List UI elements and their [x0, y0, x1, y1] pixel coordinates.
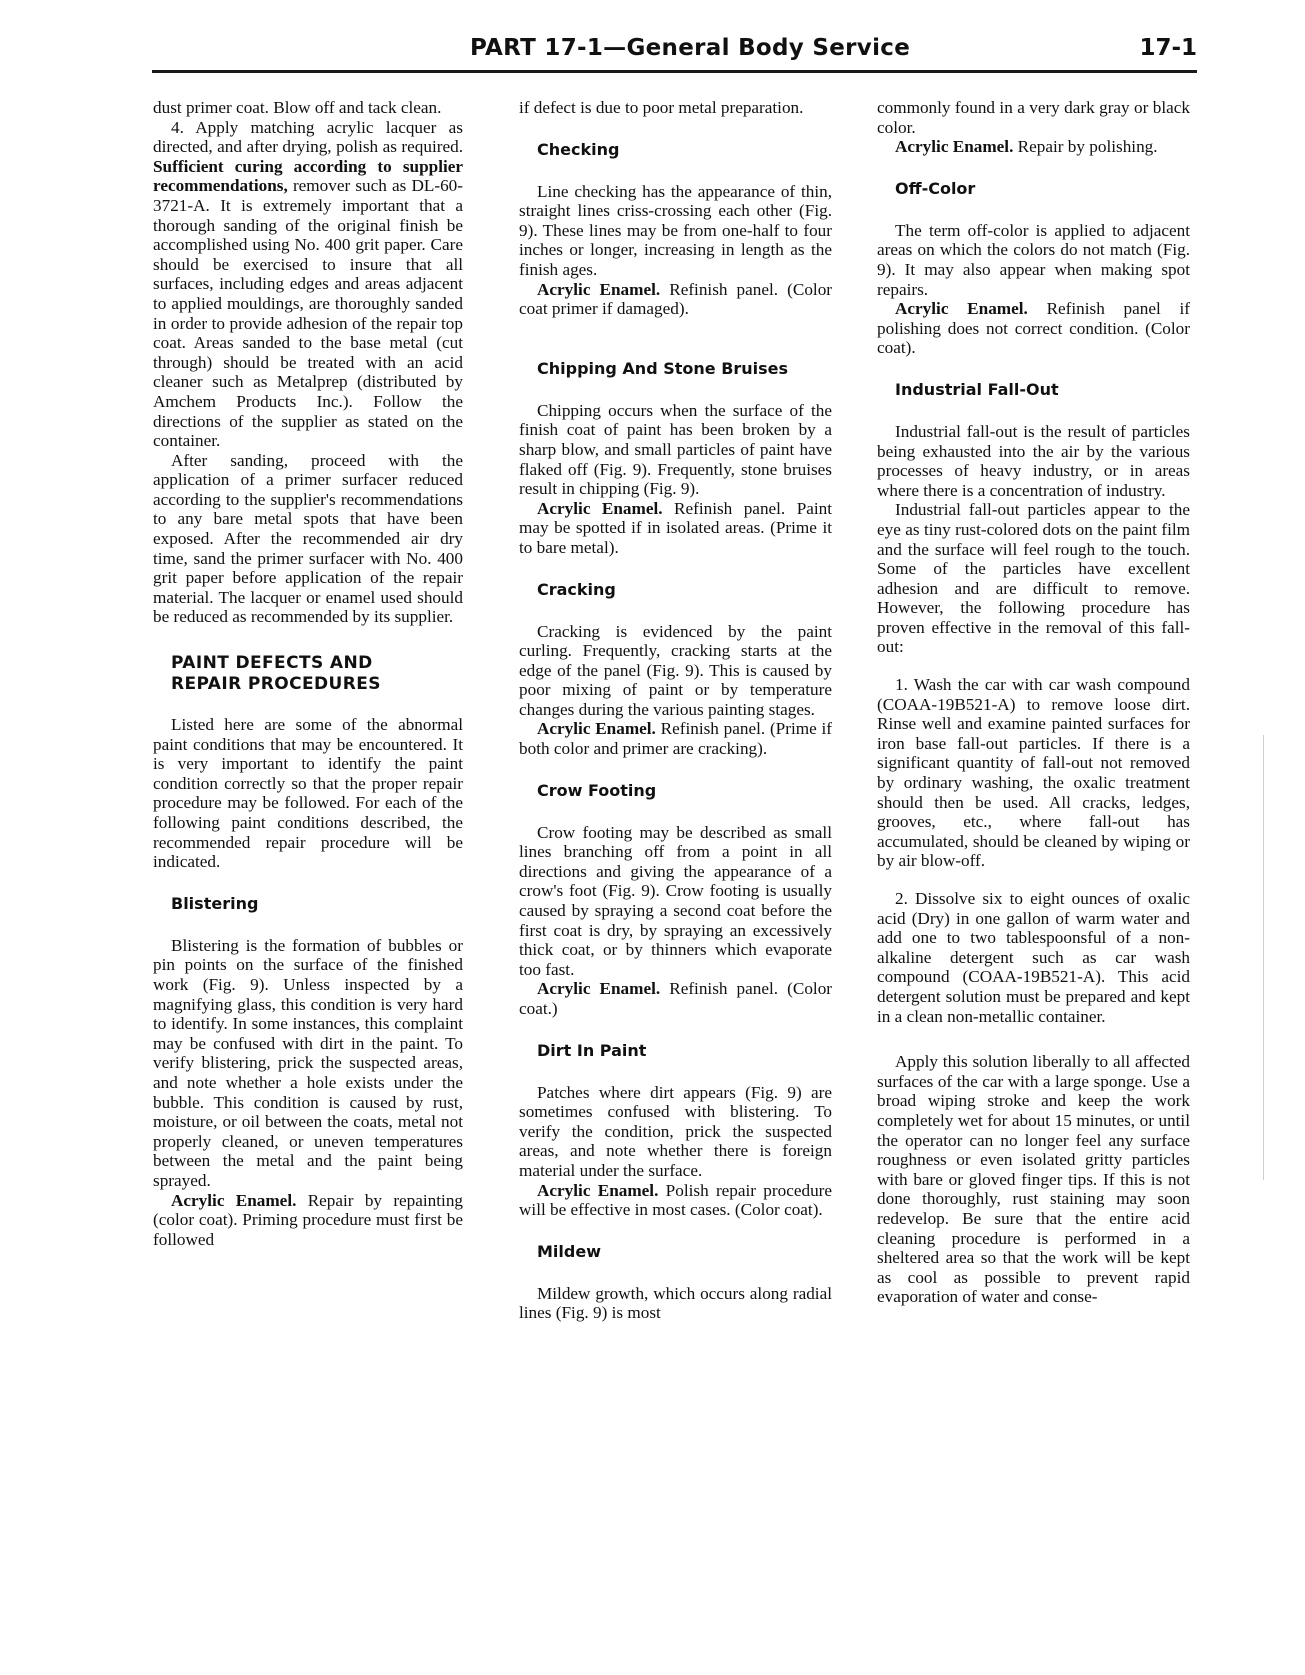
section-heading-paint-defects	[171, 653, 463, 695]
paragraph: Blistering is the formation of bubbles or pin points on the surface of the finished work (Fig. 9). Unless inspected by a magnifying glass, this condition is very hard to identify. In some instances, this complaint may be confused with dirt in the paint. To verify blistering, prick the suspected areas, and note whether a hole exists under the bubble. This condition is caused by rust, moisture, or oil between the coats, metal not properly cleaned, or uneven temperatures between the metal and the paint being sprayed.	[153, 935, 463, 1190]
subheading-mildew: Mildew	[537, 1241, 601, 1261]
paragraph-step-4	[153, 118, 463, 451]
repair-note	[519, 280, 832, 319]
paragraph: commonly found in a very dark gray or black color.	[877, 98, 1190, 137]
repair-text: Repair by repainting (color coat). Priming procedure must first be followed	[153, 1190, 464, 1249]
repair-label: Acrylic Enamel.	[171, 1190, 297, 1210]
paragraph: if defect is due to poor metal preparation.	[519, 98, 804, 117]
page-number: 17-1	[1139, 35, 1197, 61]
paragraph-text: remover such as DL-60-3721-A. It is extremely important that a thorough sanding of the original finish be accomplished using No. 400 grit paper. Care should be exercised to insure that all surfaces, including edges and areas adjacent to applied mouldings, are thoroughly sanded in order to provide adhesion of the repair top coat. Areas sanded to the base metal (cut through) should be treated with an acid cleaner such as Metalprep (distributed by Amchem Products Inc.). Follow the directions of the supplier as stated on the container.	[153, 176, 463, 451]
subheading-cracking: Cracking	[537, 579, 616, 599]
subheading-blistering: Blistering	[171, 893, 259, 913]
paragraph-step-1: 1. Wash the car with car wash compound (COAA-19B521-A) to remove loose dirt. Rinse well and examine painted surfaces for iron base fall-out particles. If there is a significant quantity of fall-out not removed by ordinary washing, the oxalic treatment should then be used. All cracks, ledges, grooves, etc., where fall-out has accumulated, should be cleaned by wiping or by air blow-off.	[877, 675, 1190, 871]
paragraph: Apply this solution liberally to all affected surfaces of the car with a large sponge. Use a broad wiping stroke and keep the work completely wet for about 15 minutes, or until the operator can no longer feel any surface roughness or even isolated gritty particles with bare or gloved finger tips. If this is not done thoroughly, rust staining may soon redevelop. Be sure that the entire acid cleaning procedure is performed in a sheltered area so that the work will be kept as cool as possible to prevent rapid evaporation of water and conse-	[877, 1052, 1190, 1307]
repair-text: Polish repair procedure will be effective in most cases. (Color coat).	[519, 1180, 833, 1220]
repair-note	[877, 137, 1190, 157]
repair-text: Repair by polishing.	[1017, 137, 1158, 157]
column-1	[153, 98, 463, 1249]
subheading-industrial-fall-out: Industrial Fall-Out	[895, 379, 1059, 399]
subheading-checking: Checking	[537, 139, 620, 159]
paragraph: Listed here are some of the abnormal paint conditions that may be encountered. It is very important to identify the paint condition correctly so that the proper repair procedure may be followed. For each of the following paint conditions described, the recommended repair procedure will be indicated.	[153, 715, 463, 872]
repair-text: Refinish panel. Paint may be spotted if in isolated areas. (Prime it to bare metal).	[519, 498, 833, 557]
repair-note	[519, 719, 832, 758]
repair-note	[153, 1191, 463, 1250]
paragraph: dust primer coat. Blow off and tack clean.	[153, 98, 442, 117]
header-rule	[152, 70, 1197, 73]
repair-label: Acrylic Enamel.	[895, 137, 1014, 157]
paragraph: Industrial fall-out particles appear to the eye as tiny rust-colored dots on the paint film and the surface will feel rough to the touch. Some of the particles have excellent adhesion and are difficult to remove. However, the following procedure has proven effective in the removal of this fall-out:	[877, 500, 1190, 657]
paragraph: Chipping occurs when the surface of the finish coat of paint has been broken by a sharp blow, and small particles of paint have flaked off (Fig. 9). Frequently, stone bruises result in chipping (Fig. 9).	[519, 400, 832, 499]
paragraph-text: 4. Apply matching acrylic lacquer as directed, and after drying, polish as required.	[153, 117, 463, 157]
paragraph: Crow footing may be described as small lines branching off from a point in all directions and giving the appearance of a crow's foot (Fig. 9). Crow footing is usually caused by spraying a second coat before the first coat is dry, by spraying an excessively thick coat, or by thinners which evaporate too fast.	[519, 822, 832, 979]
repair-label: Acrylic Enamel.	[537, 279, 661, 299]
paragraph: Cracking is evidenced by the paint curling. Frequently, cracking starts at the edge of the panel (Fig. 9). This is caused by poor mixing of paint or by temperature changes during the various painting stages.	[519, 621, 832, 719]
column-3	[877, 98, 1190, 1307]
subheading-off-color: Off-Color	[895, 178, 976, 198]
repair-label: Acrylic Enamel.	[895, 299, 1028, 319]
repair-text: Refinish panel. (Prime if both color and primer are cracking).	[519, 719, 833, 759]
repair-note	[519, 1181, 832, 1220]
paragraph-step-2: 2. Dissolve six to eight ounces of oxalic acid (Dry) in one gallon of warm water and add one to two tablespoonsful of a non-alkaline detergent such as car wash compound (COAA-19B521-A). This acid detergent solution must be prepared and kept in a clean non-metallic container.	[877, 889, 1190, 1026]
heading-line: PAINT DEFECTS AND	[171, 653, 373, 674]
column-2	[519, 98, 832, 1323]
subheading-chipping: Chipping And Stone Bruises	[537, 358, 789, 378]
repair-text: Refinish panel. (Color coat.)	[519, 979, 833, 1018]
paragraph: Line checking has the appearance of thin, straight lines criss-crossing each other (Fig. 9). These lines may be from one-half to four inches or longer, increasing in length as the finish ages.	[519, 181, 832, 279]
repair-note	[519, 499, 832, 558]
paragraph: Mildew growth, which occurs along radial lines (Fig. 9) is most	[519, 1283, 832, 1323]
subheading-dirt-in-paint: Dirt In Paint	[537, 1040, 647, 1060]
repair-label: Acrylic Enamel.	[537, 979, 661, 999]
repair-text: Refinish panel. (Color coat primer if damaged).	[519, 279, 833, 319]
paragraph: The term off-color is applied to adjacent areas on which the colors do not match (Fig. 9). It may also appear when making spot repairs.	[877, 220, 1190, 299]
paragraph: Patches where dirt appears (Fig. 9) are sometimes confused with blistering. To verify the condition, prick the suspected areas, and note whether there is foreign material under the surface.	[519, 1082, 832, 1180]
repair-text: Refinish panel if polishing does not correct condition. (Color coat).	[877, 299, 1191, 358]
paragraph: After sanding, proceed with the application of a primer surfacer reduced according to the supplier's recommendations to any bare metal spots that have been exposed. After the recommended air dry time, sand the primer surfacer with No. 400 grit paper before application of the repair material. The lacquer or enamel used should be reduced as recommended by its supplier.	[153, 450, 463, 627]
repair-label: Acrylic Enamel.	[537, 498, 663, 518]
repair-label: Acrylic Enamel.	[537, 1180, 659, 1200]
repair-note	[877, 299, 1190, 358]
margin-bar	[1263, 735, 1264, 1180]
subheading-crow-footing: Crow Footing	[537, 780, 657, 800]
repair-label: Acrylic Enamel.	[537, 719, 656, 739]
paragraph: Industrial fall-out is the result of particles being exhausted into the air by the various processes of heavy industry, or in areas where there is a concentration of industry.	[877, 421, 1190, 500]
page-header-title: PART 17-1—General Body Service	[470, 35, 911, 61]
bold-phrase: Sufficient curing according to supplier recommendations,	[153, 156, 463, 196]
heading-line: REPAIR PROCEDURES	[171, 674, 381, 695]
repair-note	[519, 979, 832, 1018]
